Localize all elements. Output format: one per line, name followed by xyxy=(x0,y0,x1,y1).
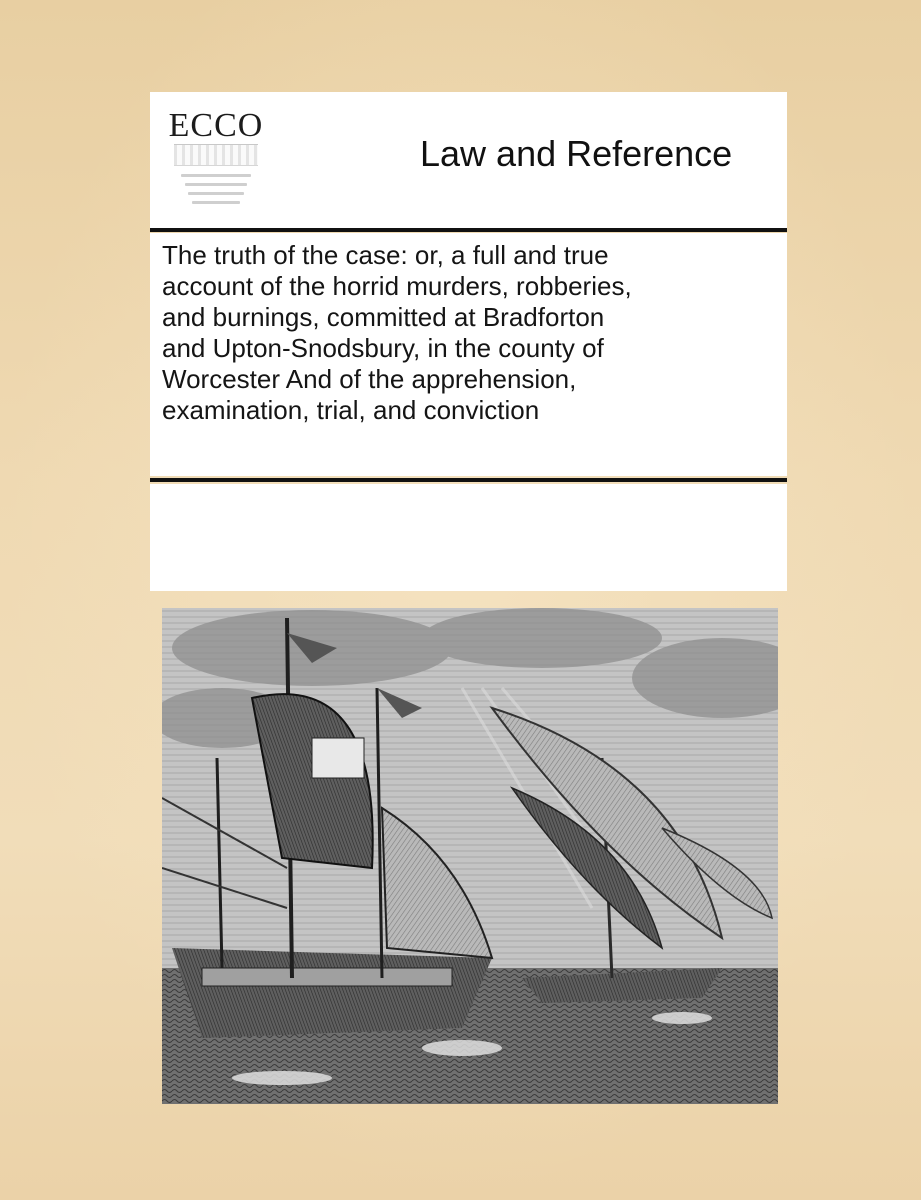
logo-wordmark: ECCO xyxy=(168,107,264,144)
sailing-ships-engraving xyxy=(162,608,778,1104)
book-title: The truth of the case: or, a full and true account of the horrid murders, robberies, and burnings, committed at Bradforton and Upton-Snodsbury, in the county of Worcester And of the apprehension, examination, trial, and conviction xyxy=(162,240,632,425)
logo-reflection xyxy=(174,144,258,166)
ecco-logo-icon xyxy=(168,106,264,214)
header-rule xyxy=(150,228,787,232)
blank-panel xyxy=(150,484,787,591)
title-rule xyxy=(150,478,787,482)
series-label: Law and Reference xyxy=(420,133,733,174)
logo-fine-print xyxy=(168,168,264,204)
